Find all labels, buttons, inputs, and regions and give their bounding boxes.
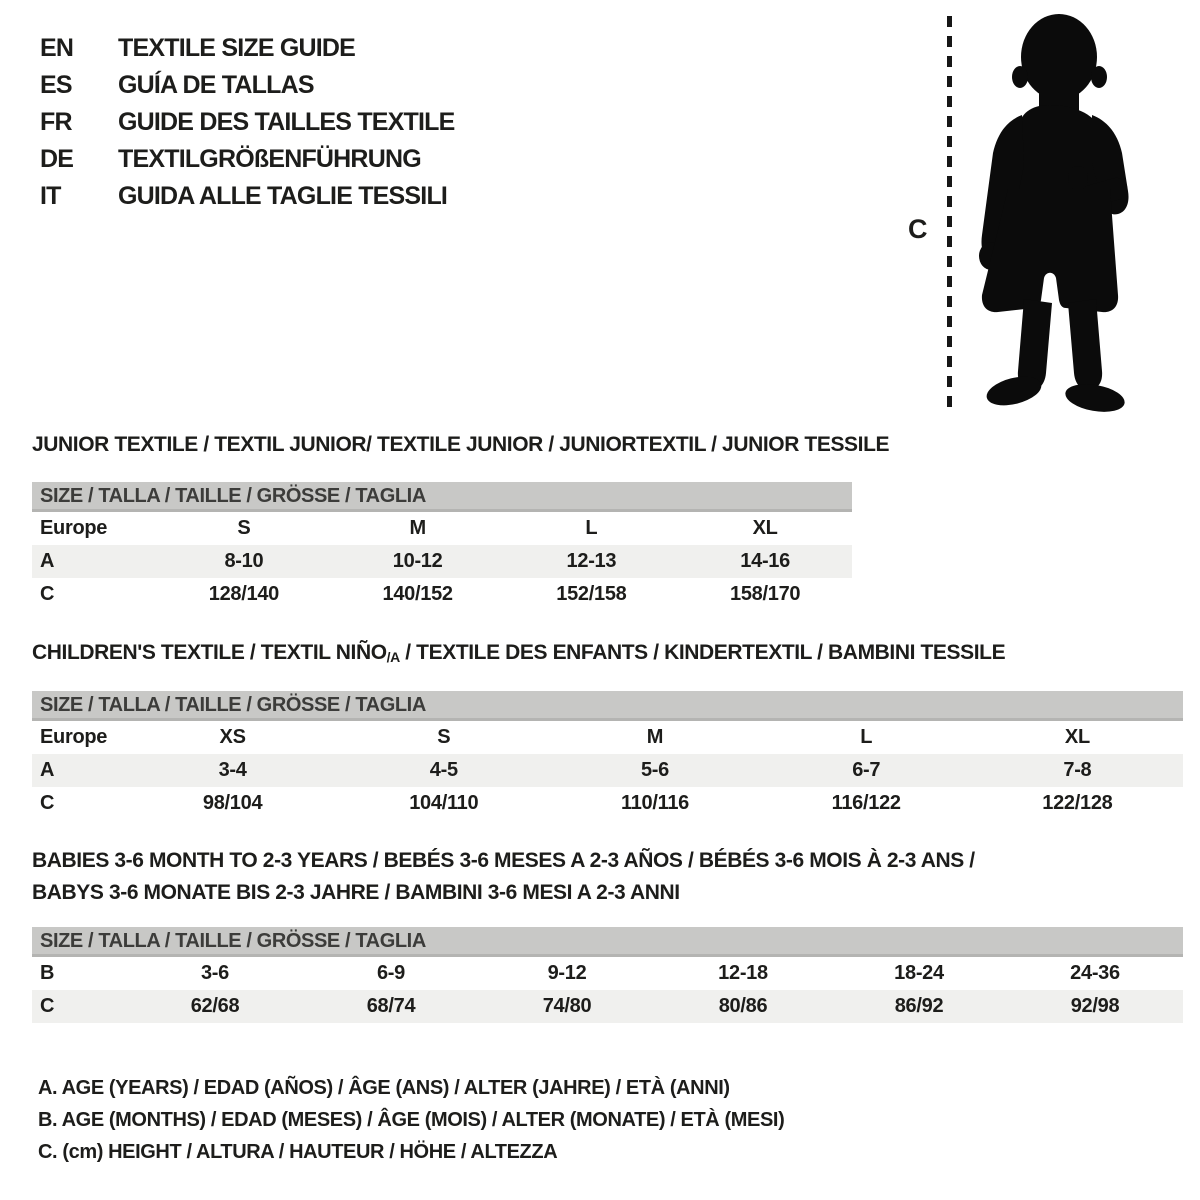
children-section-title: [32, 641, 1005, 665]
legend-line: C. (cm) HEIGHT / ALTURA / HAUTEUR / HÖHE / ALTEZZA: [38, 1141, 558, 1163]
cell-value: 92/98: [1070, 995, 1120, 1017]
cell-value: 18-24: [894, 962, 944, 984]
children-size-table: [32, 691, 1183, 820]
table-row: [32, 512, 852, 545]
cell-value: XL: [752, 517, 778, 539]
cell-value: 8-10: [224, 550, 264, 572]
table-row: [32, 721, 1183, 754]
cell-value: 110/116: [620, 792, 689, 814]
guide-title: GUIDE DES TAILLES TEXTILE: [118, 108, 455, 136]
language-code: DE: [40, 145, 74, 173]
language-row: [40, 104, 455, 141]
children-title-suffix: / TEXTILE DES ENFANTS / KINDERTEXTIL / BAMBINI TESSILE: [399, 641, 1006, 664]
cell-value: 12-18: [718, 962, 768, 984]
size-header-bar: SIZE / TALLA / TAILLE / GRÖSSE / TAGLIA: [32, 927, 1183, 957]
legend-line: B. AGE (MONTHS) / EDAD (MESES) / ÂGE (MOIS) / ALTER (MONATE) / ETÀ (MESI): [38, 1109, 785, 1131]
guide-title: GUIDA ALLE TAGLIE TESSILI: [118, 182, 448, 210]
row-label: C: [40, 583, 55, 605]
guide-title: TEXTILGRÖßENFÜHRUNG: [118, 145, 421, 173]
cell-value: S: [237, 517, 251, 539]
height-measure-dashed-line: [947, 16, 952, 416]
language-title-list: [40, 30, 455, 215]
row-label: A: [40, 550, 55, 572]
cell-value: 62/68: [190, 995, 240, 1017]
cell-value: 5-6: [640, 759, 669, 781]
cell-value: 80/86: [718, 995, 768, 1017]
row-label: C: [40, 792, 55, 814]
cell-value: 6-7: [852, 759, 881, 781]
table-row: [32, 787, 1183, 820]
language-code: IT: [40, 182, 61, 210]
cell-value: 7-8: [1063, 759, 1092, 781]
table-row: [32, 990, 1183, 1023]
language-row: [40, 67, 455, 104]
cell-value: 104/110: [409, 792, 479, 814]
cell-value: 3-6: [200, 962, 229, 984]
language-row: [40, 141, 455, 178]
row-label: B: [40, 962, 55, 984]
row-label: Europe: [40, 517, 108, 539]
legend-line: A. AGE (YEARS) / EDAD (AÑOS) / ÂGE (ANS) / ALTER (JAHRE) / ETÀ (ANNI): [38, 1077, 730, 1099]
guide-title: GUÍA DE TALLAS: [118, 71, 314, 99]
cell-value: 9-12: [547, 962, 587, 984]
junior-table-rows: [32, 512, 852, 611]
size-header-bar: SIZE / TALLA / TAILLE / GRÖSSE / TAGLIA: [32, 482, 852, 512]
babies-table-rows: [32, 957, 1183, 1023]
cell-value: 98/104: [202, 792, 263, 814]
babies-section-title-line2: BABYS 3-6 MONATE BIS 2-3 JAHRE / BAMBINI 3-6 MESI A 2-3 ANNI: [32, 881, 680, 904]
toddler-silhouette-image: [966, 13, 1136, 415]
language-code: FR: [40, 108, 72, 136]
cell-value: 152/158: [556, 583, 627, 605]
cell-value: 74/80: [542, 995, 592, 1017]
cell-value: M: [646, 726, 664, 748]
guide-title: TEXTILE SIZE GUIDE: [118, 34, 356, 62]
cell-value: L: [585, 517, 598, 539]
table-row: [32, 545, 852, 578]
children-table-rows: [32, 721, 1183, 820]
junior-section-title: JUNIOR TEXTILE / TEXTIL JUNIOR/ TEXTILE JUNIOR / JUNIORTEXTIL / JUNIOR TESSILE: [32, 433, 890, 456]
language-code: ES: [40, 71, 72, 99]
junior-size-table: [32, 482, 852, 611]
cell-value: 116/122: [831, 792, 901, 814]
children-title-subscript: /A: [386, 649, 400, 665]
height-measure-label: C: [908, 214, 927, 244]
cell-value: 140/152: [382, 583, 453, 605]
cell-value: 6-9: [376, 962, 405, 984]
table-row: [32, 754, 1183, 787]
table-row: [32, 578, 852, 611]
cell-value: XS: [219, 726, 246, 748]
table-row: [32, 957, 1183, 990]
row-label: C: [40, 995, 55, 1017]
cell-value: 158/170: [730, 583, 801, 605]
language-row: [40, 178, 455, 215]
cell-value: 122/128: [1042, 792, 1113, 814]
cell-value: 4-5: [429, 759, 458, 781]
cell-value: 128/140: [208, 583, 279, 605]
cell-value: 24-36: [1070, 962, 1120, 984]
size-header-bar: SIZE / TALLA / TAILLE / GRÖSSE / TAGLIA: [32, 691, 1183, 721]
cell-value: 10-12: [392, 550, 443, 572]
cell-value: L: [860, 726, 873, 748]
children-title-prefix: CHILDREN'S TEXTILE / TEXTIL NIÑO: [32, 641, 387, 664]
cell-value: 14-16: [740, 550, 790, 572]
cell-value: 68/74: [366, 995, 416, 1017]
row-label: Europe: [40, 726, 108, 748]
language-row: [40, 30, 455, 67]
cell-value: 86/92: [894, 995, 944, 1017]
legend-block: [38, 1072, 784, 1168]
cell-value: XL: [1064, 726, 1090, 748]
row-label: A: [40, 759, 55, 781]
babies-section-title-line1: BABIES 3-6 MONTH TO 2-3 YEARS / BEBÉS 3-6 MESES A 2-3 AÑOS / BÉBÉS 3-6 MOIS À 2-3 ANS /: [32, 849, 975, 872]
cell-value: 3-4: [218, 759, 247, 781]
cell-value: 12-13: [566, 550, 617, 572]
cell-value: M: [409, 517, 426, 539]
language-code: EN: [40, 34, 74, 62]
cell-value: S: [437, 726, 451, 748]
babies-size-table: [32, 927, 1183, 1023]
